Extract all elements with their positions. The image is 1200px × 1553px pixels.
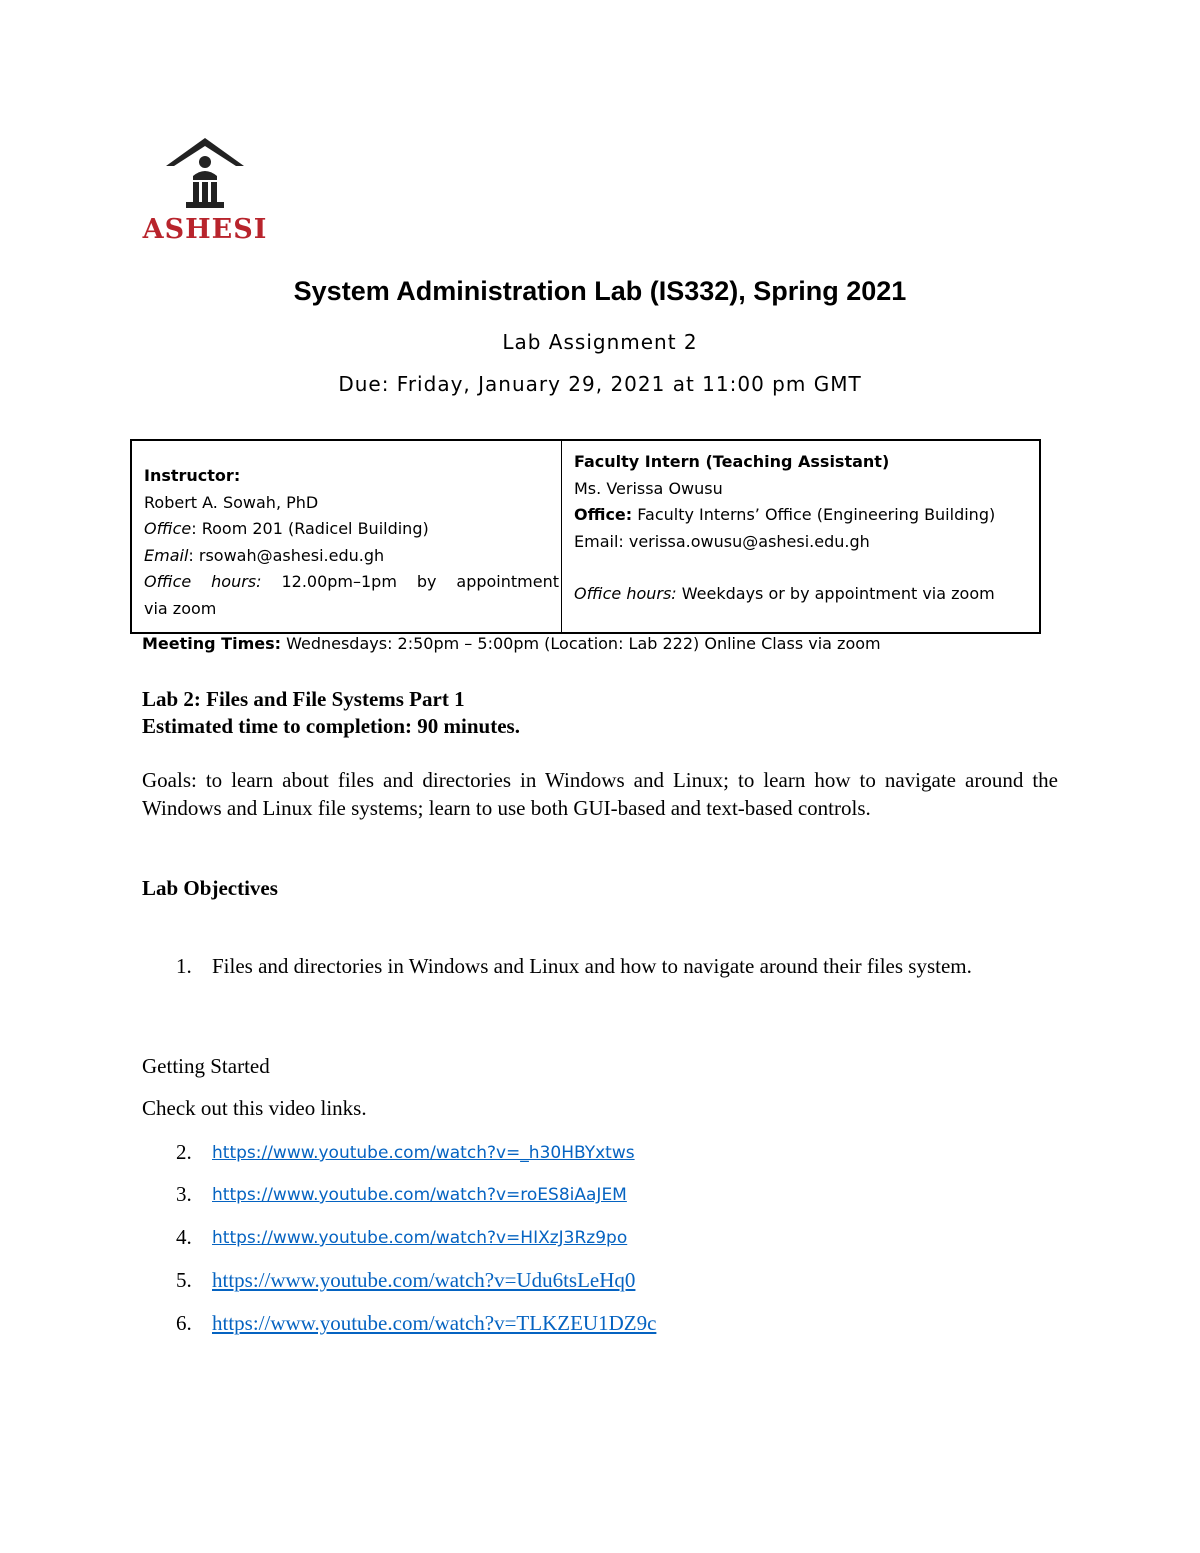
email-value: : rsowah@ashesi.edu.gh — [188, 545, 385, 565]
logo-wordmark: ASHESI — [142, 214, 268, 245]
office-value: : Room 201 (Radicel Building) — [191, 519, 429, 538]
objectives-heading: Lab Objectives — [142, 876, 278, 900]
getting-started: Getting Started — [142, 1054, 270, 1078]
page-title: System Administration Lab (IS332), Spring 2021 — [293, 276, 907, 306]
instructor-hours — [144, 569, 561, 596]
instructor-email — [144, 543, 561, 570]
instructor-office — [144, 516, 561, 543]
video-link[interactable]: https://www.youtube.com/watch?v=Udu6tsLeHq0 — [212, 1268, 636, 1292]
lab-estimate: Estimated time to completion: 90 minutes. — [142, 714, 520, 738]
intern-hours — [574, 581, 1039, 608]
lab-goals: Goals: to learn about files and directories in Windows and Linux; to learn how to navigate around the Windows and Linux file systems; learn to use both GUI-based and text-based controls. — [142, 768, 1058, 820]
intern-office-label: Office: — [574, 505, 633, 524]
intern-name: Ms. Verissa Owusu — [574, 478, 723, 498]
assignment-subtitle: Lab Assignment 2 — [502, 330, 698, 354]
intern-heading: Faculty Intern (Teaching Assistant) — [574, 452, 890, 471]
meeting-value: Wednesdays: 2:50pm – 5:00pm (Location: Lab 222) Online Class via zoom — [281, 634, 881, 653]
link-number: 6. — [176, 1311, 192, 1335]
hours-value: 12.00pm–1pm by appointment — [261, 572, 559, 591]
instructor-cell — [132, 441, 562, 632]
instructor-name: Robert A. Sowah, PhD — [144, 492, 319, 512]
lab-title: Lab 2: Files and File Systems Part 1 — [142, 687, 465, 711]
intern-office-value: Faculty Interns’ Office (Engineering Building) — [632, 505, 996, 524]
video-link[interactable]: https://www.youtube.com/watch?v=HIXzJ3Rz9po — [212, 1228, 628, 1248]
intern-hours-value: Weekdays or by appointment via zoom — [676, 584, 995, 603]
video-link[interactable]: https://www.youtube.com/watch?v=roES8iAaJEM — [212, 1185, 627, 1205]
ashesi-emblem-icon — [164, 136, 246, 214]
due-date: Due: Friday, January 29, 2021 at 11:00 pm GMT — [338, 372, 862, 396]
video-link[interactable]: https://www.youtube.com/watch?v=TLKZEU1DZ9c — [212, 1311, 657, 1335]
video-link[interactable]: https://www.youtube.com/watch?v=_h30HBYxtws — [212, 1143, 635, 1163]
spacer — [574, 555, 1039, 581]
objective-number: 1. — [176, 954, 192, 978]
objective-text: Files and directories in Windows and Linux and how to navigate around their files system. — [212, 954, 972, 978]
contact-table — [130, 439, 1041, 634]
intern-office — [574, 502, 1039, 529]
email-label: Email — [144, 545, 189, 565]
intern-email: Email: verissa.owusu@ashesi.edu.gh — [574, 531, 870, 551]
link-number: 4. — [176, 1225, 192, 1249]
hours-label: Office hours: — [144, 572, 262, 591]
lab-heading — [142, 686, 520, 740]
instructor-hours-cont: via zoom — [144, 598, 217, 618]
office-label: Office — [144, 519, 192, 538]
check-out-text: Check out this video links. — [142, 1096, 367, 1120]
link-number: 5. — [176, 1268, 192, 1292]
link-number: 2. — [176, 1140, 192, 1164]
intern-hours-label: Office hours: — [574, 584, 677, 603]
link-number: 3. — [176, 1182, 192, 1206]
meeting-times — [142, 634, 881, 653]
meeting-label: Meeting Times: — [142, 634, 282, 653]
ashesi-logo — [140, 136, 270, 244]
instructor-heading: Instructor: — [144, 466, 241, 485]
intern-cell — [562, 441, 1039, 632]
